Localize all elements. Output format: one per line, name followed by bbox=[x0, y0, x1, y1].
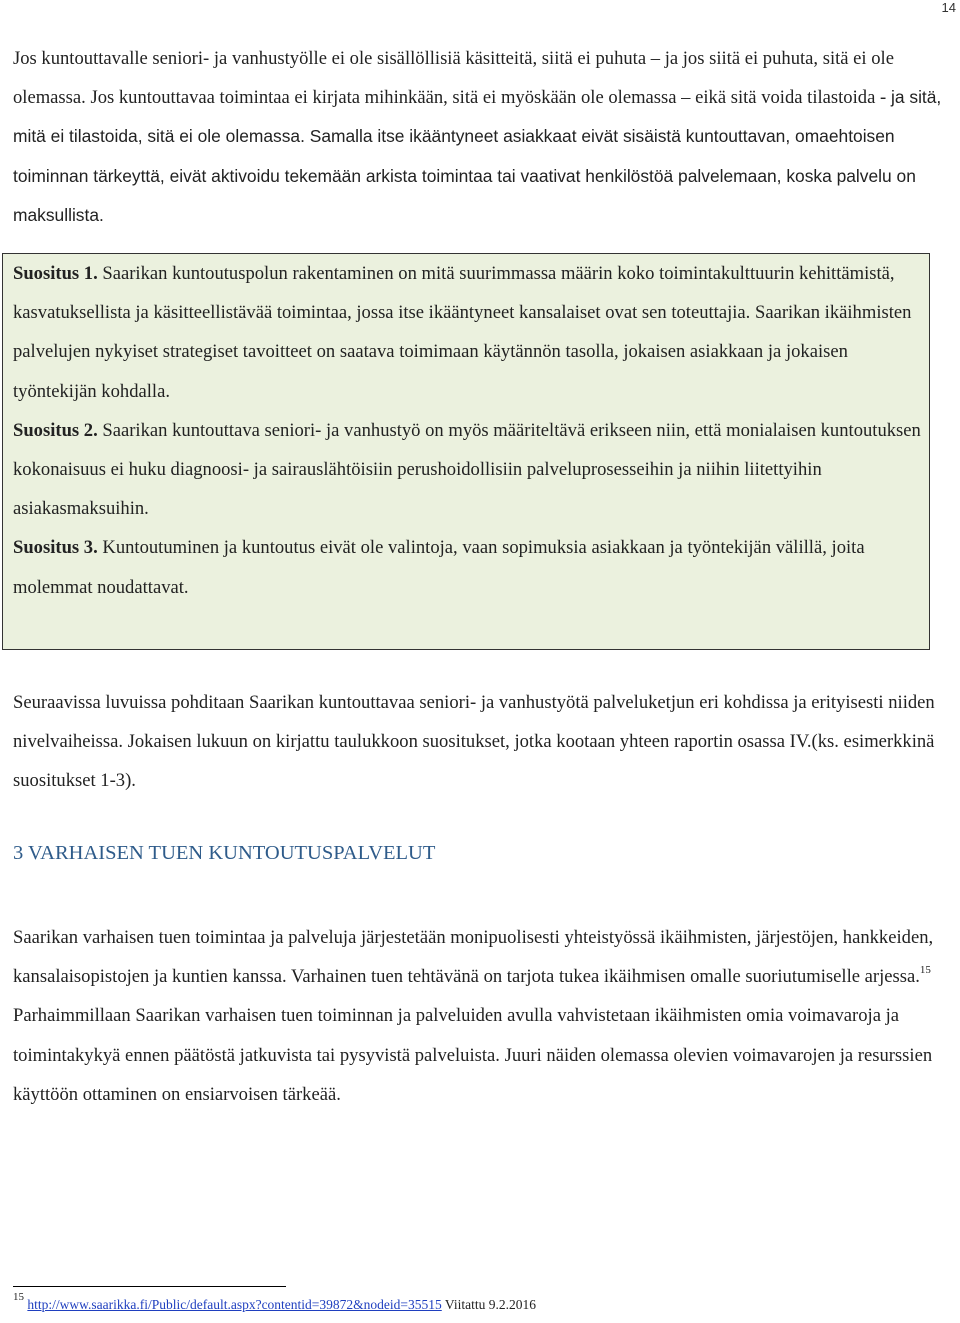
early-support-text-1: Saarikan varhaisen tuen toimintaa ja palveluja järjestetään monipuolisesti yhteistyössä ikäihmisten, järjestöjen, hankkeiden, kansalaisopistojen ja kuntien kanssa. Varhainen tuen tehtävänä on tarjota tukea ikäihmisen omalle suoriutumiselle arjessa. bbox=[13, 927, 934, 988]
early-support-paragraph bbox=[13, 918, 948, 1114]
recommendation-2-label: Suositus 2. bbox=[13, 419, 98, 441]
section-heading: 3 VARHAISEN TUEN KUNTOUTUSPALVELUT bbox=[13, 842, 436, 864]
intro-sans-text: ja sitä, mitä ei tilastoida, sitä ei ole olemassa. Samalla itse ikääntyneet asiakkaat eivät sisäistä kuntouttavan, omaehtoisen toiminnan tärkeyttä, eivät aktivoidu tekemään arkista toimintaa tai vaativat henkilöstöä palvelemaan, koska palvelu on maksullista. bbox=[13, 87, 942, 225]
recommendation-1 bbox=[13, 254, 929, 411]
footnote-separator bbox=[13, 1286, 286, 1287]
footnote-date: Viitattu 9.2.2016 bbox=[441, 1297, 536, 1312]
recommendation-3 bbox=[13, 528, 929, 606]
recommendations-box bbox=[2, 253, 930, 650]
intro-serif-text: Jos kuntouttavalle seniori- ja vanhustyölle ei ole sisällöllisiä käsitteitä, siitä ei puhuta – ja jos siitä ei puhuta, sitä ei ole olemassa. Jos kuntouttavaa toimintaa ei kirjata mihinkään, sitä ei myöskään ole olemassa – eikä sitä voida tilastoida - bbox=[13, 48, 894, 109]
footnote-number: 15 bbox=[13, 1291, 24, 1303]
footnote-reference: 15 bbox=[919, 964, 931, 977]
recommendation-3-text: Kuntoutuminen ja kuntoutus eivät ole valintoja, vaan sopimuksia asiakkaan ja työntekijän välillä, joita molemmat noudattavat. bbox=[13, 537, 865, 598]
recommendation-2-text: Saarikan kuntouttava seniori- ja vanhustyö on myös määriteltävä erikseen niin, että monialaisen kuntoutuksen kokonaisuus ei huku diagnoosi- ja sairauslähtöisiin perushoidollisiin palveluprosesseihin ja niihin liitettyihin asiakasmaksuihin. bbox=[13, 419, 921, 520]
intro-paragraph bbox=[13, 39, 948, 235]
recommendation-1-label: Suositus 1. bbox=[13, 263, 98, 284]
footnote bbox=[13, 1291, 536, 1313]
page-number: 14 bbox=[941, 0, 956, 15]
early-support-text-2: Parhaimmillaan Saarikan varhaisen tuen toiminnan ja palveluiden avulla vahvistetaan ikäihmisten omia voimavaroja ja toimintakykyä ennen päätöstä jatkuvista tai pysyvistä palveluista. Juuri näiden olemassa olevien voimavarojen ja resurssien käyttöön ottaminen on ensiarvoisen tärkeää. bbox=[13, 1005, 933, 1105]
footnote-link[interactable]: http://www.saarikka.fi/Public/default.aspx?contentid=39872&nodeid=35515 bbox=[27, 1297, 442, 1312]
chapters-paragraph: Seuraavissa luvuissa pohditaan Saarikan kuntouttavaa seniori- ja vanhustyötä palveluketjun eri kohdissa ja erityisesti niiden nivelvaiheissa. Jokaisen lukuun on kirjattu taulukkoon suositukset, jotka kootaan yhteen raportin osassa IV.(ks. esimerkkinä suositukset 1-3). bbox=[13, 692, 935, 792]
recommendation-3-label: Suositus 3. bbox=[13, 537, 98, 559]
recommendation-1-text: Saarikan kuntoutuspolun rakentaminen on mitä suurimmassa määrin koko toimintakulttuurin kehittämistä, kasvatuksellista ja käsitteellistävää toimintaa, jossa itse ikääntyneet kansalaiset ovat sen toteuttajia. Saarikan ikäihmisten palvelujen nykyiset strategiset tavoitteet on saatava toimimaan käytännön tasolla, jokaisen asiakkaan ja jokaisen työntekijän kohdalla. bbox=[13, 263, 912, 402]
recommendation-2 bbox=[13, 411, 929, 529]
